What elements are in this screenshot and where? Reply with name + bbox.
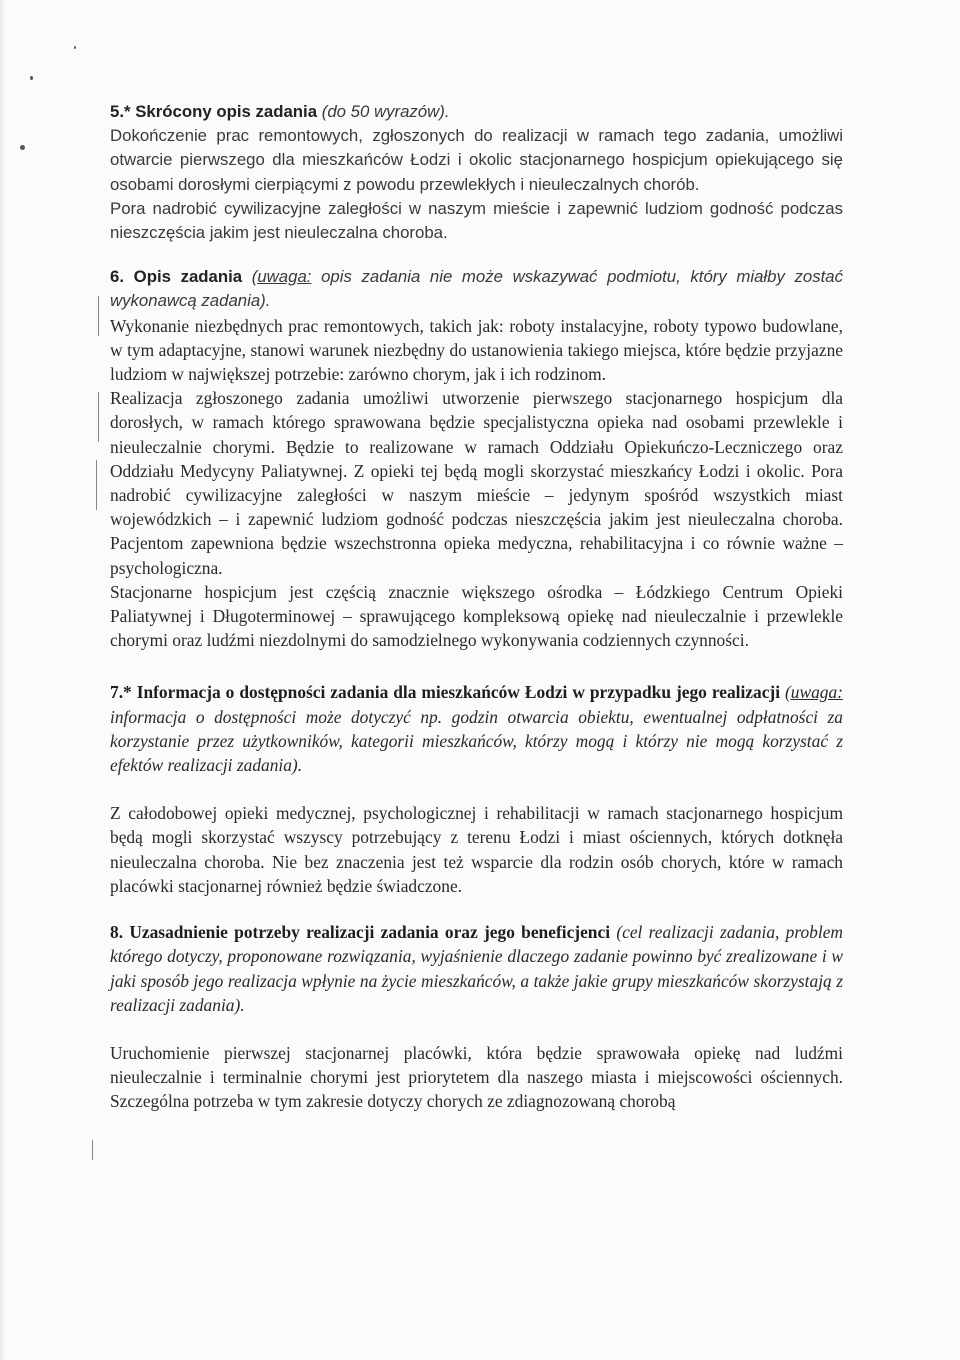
section-6-paragraph: Wykonanie niezbędnych prac remontowych, takich jak: roboty instalacyjne, roboty typowo budowlane, w tym adaptacyjne, stanowi warunek niezbędny do ustanowienia takiego miejsca, które będzie przyjazne ludziom w największej potrzebie: zarówno chorym, jak i ich rodzinom.: [110, 315, 843, 385]
section-8: [110, 920, 843, 1113]
section-7-uwaga: (uwaga:: [785, 682, 843, 703]
section-5-paragraph: Pora nadrobić cywilizacyjne zaległości w naszym mieście i zapewnić ludziom godność podczas nieszczęścia jakim jest nieuleczalna choroba.: [110, 198, 843, 243]
margin-mark: [96, 460, 97, 510]
section-8-note: (cel realizacji zadania, problem którego dotyczy, proponowane rozwiązania, wyjaśnienie dlaczego zadanie powinno być zrealizowane i w jaki sposób jego realizacja wpłynie na życie mieszkańców, a także jakie grupy mieszkańców skorzystają z realizacji zadania).: [110, 922, 843, 1015]
section-7-paragraph: Z całodobowej opieki medycznej, psychologicznej i rehabilitacji w ramach stacjonarnego hospicjum będą mogli skorzystać wszyscy potrzebujący z terenu Łodzi i miast ościennych, których dotknęła nieuleczalna choroba. Nie bez znaczenia jest też wsparcie dla rodzin osób chorych, które w ramach placówki stacjonarnej również będzie świadczone.: [110, 803, 843, 896]
section-8-title: Uzasadnienie potrzeby realizacji zadania oraz jego beneficjenci: [129, 922, 611, 943]
section-6-paragraph: Realizacja zgłoszonego zadania umożliwi utworzenie pierwszego stacjonarnego hospicjum dla dorosłych, w ramach którego sprawowana będzie specjalistyczna opieka nad osobami przewlekle i nieuleczalnie chorymi. Będzie to realizowane w ramach Oddziału Opiekuńczo-Leczniczego oraz Oddziału Medycyny Paliatywnej. Z opieki tej będą mogli skorzystać mieszkańcy Łodzi i okolic. Pora nadrobić cywilizacyjne zaległości w naszym mieście – jedynym spośród wszystkich miast wojewódzkich – i zapewnić ludziom godność podczas nieszczęścia jakim jest nieuleczalna choroba. Pacjentom zapewniona będzie wszechstronna opieka medyczna, rehabilitacyjna i co równie ważne – psychologiczna.: [110, 388, 843, 578]
section-5: [110, 100, 843, 245]
section-8-paragraph: Uruchomienie pierwszej stacjonarnej placówki, która będzie sprawowała opiekę nad ludźmi nieuleczalnie i terminalnie chorymi jest priorytetem dla naszego miasta i miejscowości ościennych. Szczególna potrzeba w tym zakresie dotyczy chorych ze zdiagnozowaną chorobą: [110, 1042, 843, 1112]
scan-speck: [30, 76, 33, 80]
margin-mark: [92, 1140, 93, 1160]
margin-mark: [98, 392, 99, 442]
section-8-heading: [110, 920, 843, 1017]
section-5-paragraph: Dokończenie prac remontowych, zgłoszonych do realizacji w ramach tego zadania, umożliwi otwarcie pierwszego dla mieszkańców Łodzi i okolic stacjonarnego hospicjum opiekującego się osobami dorosłymi cierpiącymi z powodu przewlekłych i nieuleczalnych chorób.: [110, 126, 843, 194]
section-6-paragraph: Stacjonarne hospicjum jest częścią znacznie większego ośrodka – Łódzkiego Centrum Opieki Paliatywnej i Długoterminowej – sprawującego kompleksową opiekę nad nieuleczalnie i przewlekle chorymi oraz ludźmi niezdolnymi do samodzielnego wykonywania codziennych czynności.: [110, 581, 843, 651]
margin-mark: [98, 296, 99, 336]
section-7-heading: [110, 680, 843, 777]
scan-speck: [74, 46, 76, 49]
section-5-title: Skrócony opis zadania: [135, 102, 318, 121]
scan-edge: [0, 0, 6, 1360]
section-5-number: 5.*: [110, 102, 131, 121]
section-6-note: opis zadania nie może wskazywać podmiotu, który miałby zostać wykonawcą zadania).: [110, 267, 844, 311]
section-6-number: 6.: [110, 267, 124, 287]
section-8-number: 8.: [110, 922, 124, 943]
section-6-heading: [110, 265, 843, 313]
section-6: [110, 265, 843, 652]
section-7-note: informacja o dostępności może dotyczyć np. godzin otwarcia obiektu, ewentualnej odpłatności za korzystanie przez użytkowników, kategorii mieszkańców, którzy mogą i którzy nie mogą korzystać z efektów realizacji zadania).: [110, 706, 843, 776]
document-page: [110, 100, 843, 1114]
section-5-heading: [110, 100, 843, 124]
section-6-title: Opis zadania: [133, 267, 243, 287]
scan-speck: [20, 145, 25, 150]
section-7-title: Informacja o dostępności zadania dla mieszkańców Łodzi w przypadku jego realizacji: [136, 682, 781, 703]
section-6-uwaga: (uwaga:: [251, 267, 312, 287]
section-7-number: 7.*: [110, 682, 132, 703]
section-5-note: (do 50 wyrazów).: [321, 102, 450, 121]
section-7: [110, 680, 843, 898]
